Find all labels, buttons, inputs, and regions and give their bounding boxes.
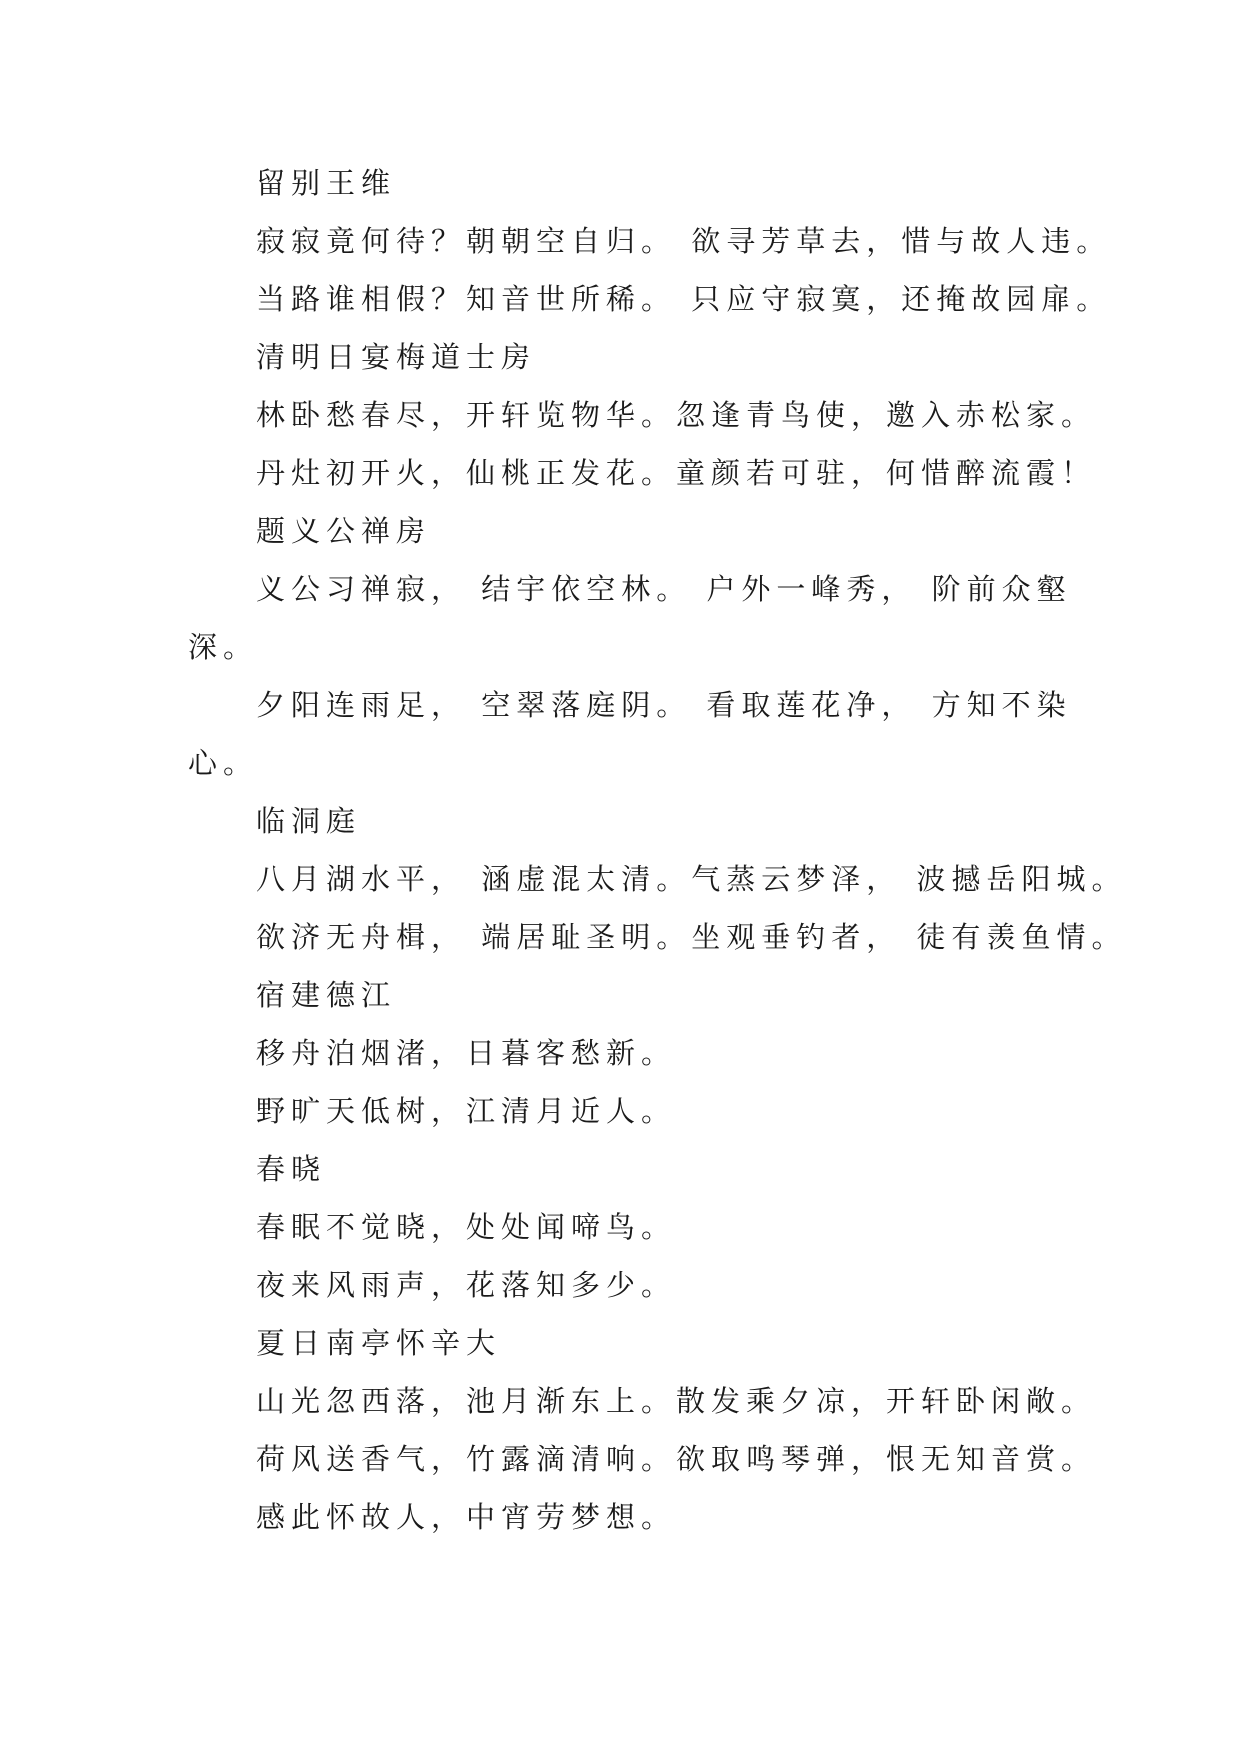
poem-title: 留别王维 [256, 166, 397, 200]
poem-title: 夏日南亭怀辛大 [256, 1326, 502, 1360]
poem-line-continuation: 深。 [188, 630, 259, 664]
poem-title: 春晓 [256, 1152, 327, 1186]
poem-title: 清明日宴梅道士房 [256, 340, 537, 374]
poem-line: 丹灶初开火，仙桃正发花。童颜若可驻，何惜醉流霞！ [256, 456, 1097, 490]
poem-line: 欲济无舟楫， 端居耻圣明。坐观垂钓者， 徒有羡鱼情。 [256, 920, 1127, 954]
poem-line: 夕阳连雨足， 空翠落庭阴。 看取莲花净， 方知不染 [256, 688, 1072, 722]
poem-line: 春眠不觉晓，处处闻啼鸟。 [256, 1210, 677, 1244]
poem-line: 荷风送香气，竹露滴清响。欲取鸣琴弹，恨无知音赏。 [256, 1442, 1097, 1476]
poem-line: 当路谁相假？知音世所稀。 只应守寂寞，还掩故园扉。 [256, 282, 1112, 316]
poem-line: 寂寂竟何待？朝朝空自归。 欲寻芳草去，惜与故人违。 [256, 224, 1112, 258]
poem-line: 夜来风雨声，花落知多少。 [256, 1268, 677, 1302]
poem-title: 宿建德江 [256, 978, 397, 1012]
poem-line: 山光忽西落，池月渐东上。散发乘夕凉，开轩卧闲敞。 [256, 1384, 1097, 1418]
poem-line: 感此怀故人，中宵劳梦想。 [256, 1500, 677, 1534]
poem-title: 临洞庭 [256, 804, 362, 838]
poem-line: 林卧愁春尽，开轩览物华。忽逢青鸟使，邀入赤松家。 [256, 398, 1097, 432]
poem-title: 题义公禅房 [256, 514, 432, 548]
poem-line: 八月湖水平， 涵虚混太清。气蒸云梦泽， 波撼岳阳城。 [256, 862, 1127, 896]
poem-line-continuation: 心。 [188, 746, 259, 780]
poem-line: 野旷天低树，江清月近人。 [256, 1094, 677, 1128]
poem-line: 移舟泊烟渚，日暮客愁新。 [256, 1036, 677, 1070]
poem-line: 义公习禅寂， 结宇依空林。 户外一峰秀， 阶前众壑 [256, 572, 1072, 606]
